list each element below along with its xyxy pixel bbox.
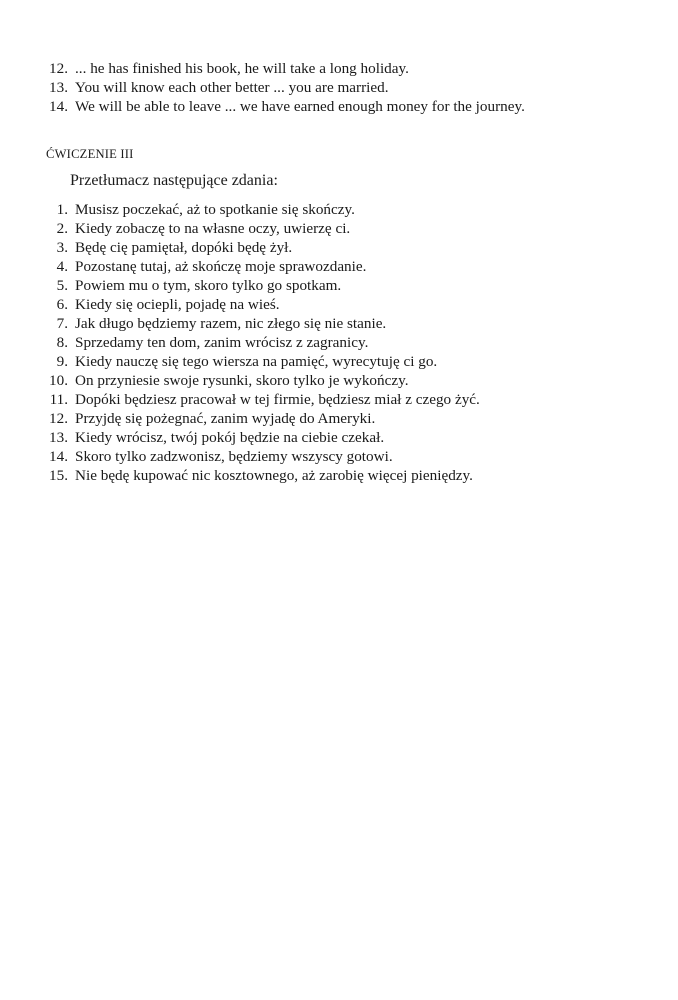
item-number: 6. [56, 296, 68, 313]
item-number: 12. [49, 60, 68, 77]
item-number: 14. [49, 448, 68, 465]
item-text: Kiedy zobaczę to na własne oczy, uwierzę ci. [75, 220, 351, 237]
item-text: Nie będę kupować nic kosztownego, aż zarobię więcej pieniędzy. [75, 467, 473, 484]
item-number: 3. [56, 239, 68, 256]
item-number: 1. [56, 201, 68, 218]
item-text: Przyjdę się pożegnać, zanim wyjadę do Ameryki. [75, 410, 376, 427]
item-text: Skoro tylko zadzwonisz, będziemy wszyscy gotowi. [75, 448, 393, 465]
item-text: You will know each other better ... you are married. [75, 79, 389, 96]
item-number: 9. [56, 353, 68, 370]
item-number: 8. [56, 334, 68, 351]
item-number: 13. [49, 429, 68, 446]
item-text: Musisz poczekać, aż to spotkanie się skończy. [75, 201, 355, 218]
item-number: 15. [49, 467, 68, 484]
item-text: Jak długo będziemy razem, nic złego się nie stanie. [75, 315, 387, 332]
item-text: Powiem mu o tym, skoro tylko go spotkam. [75, 277, 342, 294]
item-number: 7. [56, 315, 68, 332]
item-text: ... he has finished his book, he will take a long holiday. [75, 60, 409, 77]
item-number: 13. [49, 79, 68, 96]
item-text: Kiedy wrócisz, twój pokój będzie na ciebie czekał. [75, 429, 385, 446]
item-number: 11. [49, 391, 68, 408]
exercise-instruction: Przetłumacz następujące zdania: [70, 172, 278, 189]
item-text: Będę cię pamiętał, dopóki będę żył. [75, 239, 293, 256]
item-text: Sprzedamy ten dom, zanim wrócisz z zagranicy. [75, 334, 369, 351]
item-text: Dopóki będziesz pracował w tej firmie, będziesz miał z czego żyć. [75, 391, 480, 408]
item-number: 5. [56, 277, 68, 294]
item-text: On przyniesie swoje rysunki, skoro tylko je wykończy. [75, 372, 409, 389]
exercise-heading: ĆWICZENIE III [46, 147, 134, 161]
item-text: Pozostanę tutaj, aż skończę moje sprawozdanie. [75, 258, 367, 275]
item-number: 14. [49, 98, 68, 115]
item-text: Kiedy nauczę się tego wiersza na pamięć, wyrecytuję ci go. [75, 353, 438, 370]
item-number: 10. [49, 372, 68, 389]
item-number: 4. [56, 258, 68, 275]
item-number: 2. [56, 220, 68, 237]
item-text: We will be able to leave ... we have earned enough money for the journey. [75, 98, 525, 115]
item-number: 12. [49, 410, 68, 427]
item-text: Kiedy się ociepli, pojadę na wieś. [75, 296, 280, 313]
